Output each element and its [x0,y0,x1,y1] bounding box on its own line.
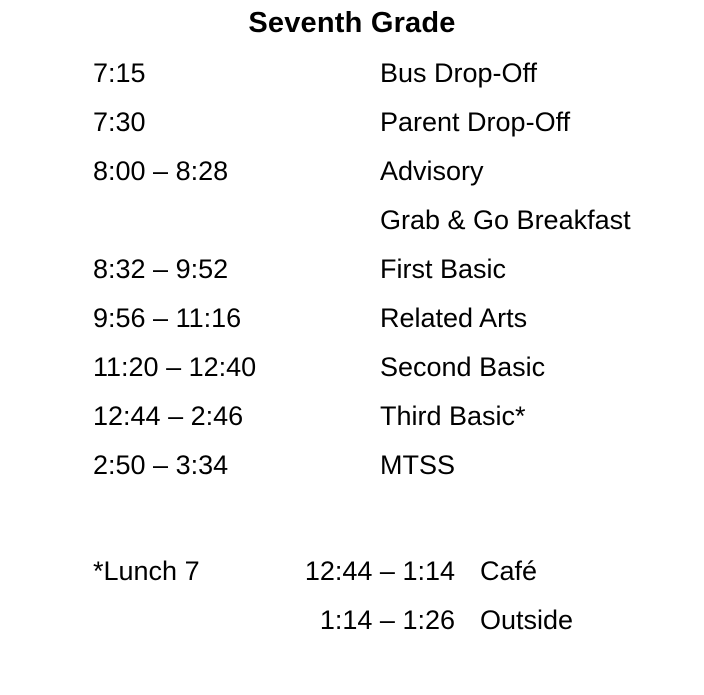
lunch-footnote [93,556,693,654]
footnote-place: Outside [480,605,574,635]
table-row [93,303,693,352]
schedule-activity: Grab & Go Breakfast [380,205,631,235]
table-row [93,254,693,303]
schedule-time: 8:00 – 8:28 [93,156,229,186]
footnote-place: Café [480,556,538,586]
schedule-time: 9:56 – 11:16 [93,303,242,333]
footnote-time: 12:44 – 1:14 [304,556,455,586]
table-row [93,450,693,499]
footnote-time: 1:14 – 1:26 [319,605,455,635]
table-row [93,156,693,205]
footnote-row [93,605,693,654]
table-row [93,401,693,450]
schedule-table [93,58,693,499]
schedule-time: 7:30 [93,107,146,137]
table-row [93,58,693,107]
schedule-time: 8:32 – 9:52 [93,254,229,284]
page-title: Seventh Grade [248,7,456,39]
schedule-activity: Related Arts [380,303,528,333]
table-row [93,352,693,401]
schedule-activity: MTSS [380,450,456,480]
schedule-time: 11:20 – 12:40 [93,352,257,382]
schedule-activity: Bus Drop-Off [380,58,538,88]
table-row [93,107,693,156]
schedule-time: 12:44 – 2:46 [93,401,244,431]
schedule-time: 7:15 [93,58,146,88]
footnote-label: *Lunch 7 [93,556,200,586]
schedule-time: 2:50 – 3:34 [93,450,229,480]
schedule-activity: First Basic [380,254,507,284]
schedule-activity: Third Basic* [380,401,526,431]
schedule-activity: Advisory [380,156,484,186]
schedule-activity: Second Basic [380,352,546,382]
footnote-row [93,556,693,605]
table-row [93,205,693,254]
schedule-activity: Parent Drop-Off [380,107,571,137]
